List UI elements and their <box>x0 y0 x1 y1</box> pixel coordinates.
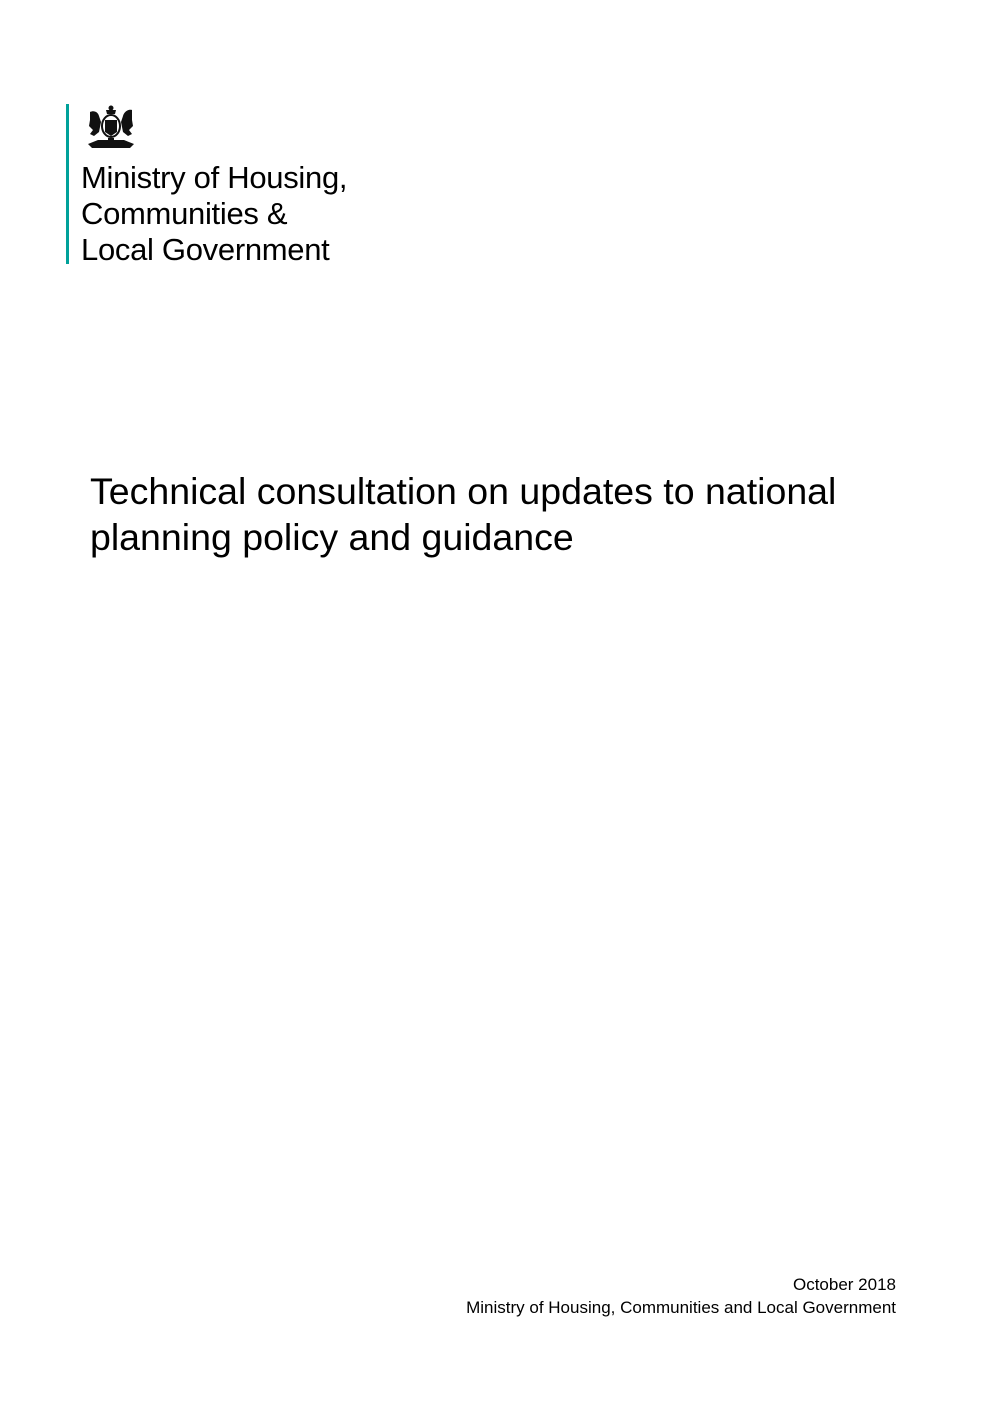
logo-line: Local Government <box>81 232 330 267</box>
logo-line: Communities & <box>81 196 288 231</box>
logo-line: Ministry of Housing, <box>81 160 348 195</box>
publisher-name: Ministry of Housing, Communities and Local Government <box>466 1298 896 1317</box>
document-title <box>90 468 930 560</box>
title-line: Technical consultation on updates to national <box>90 470 837 512</box>
title-line: planning policy and guidance <box>90 516 574 558</box>
ministry-logo-text <box>81 160 347 268</box>
publication-footer <box>466 1273 896 1319</box>
logo-accent-bar <box>66 104 69 264</box>
royal-coat-of-arms-icon <box>80 104 142 152</box>
publication-date: October 2018 <box>792 1275 896 1294</box>
